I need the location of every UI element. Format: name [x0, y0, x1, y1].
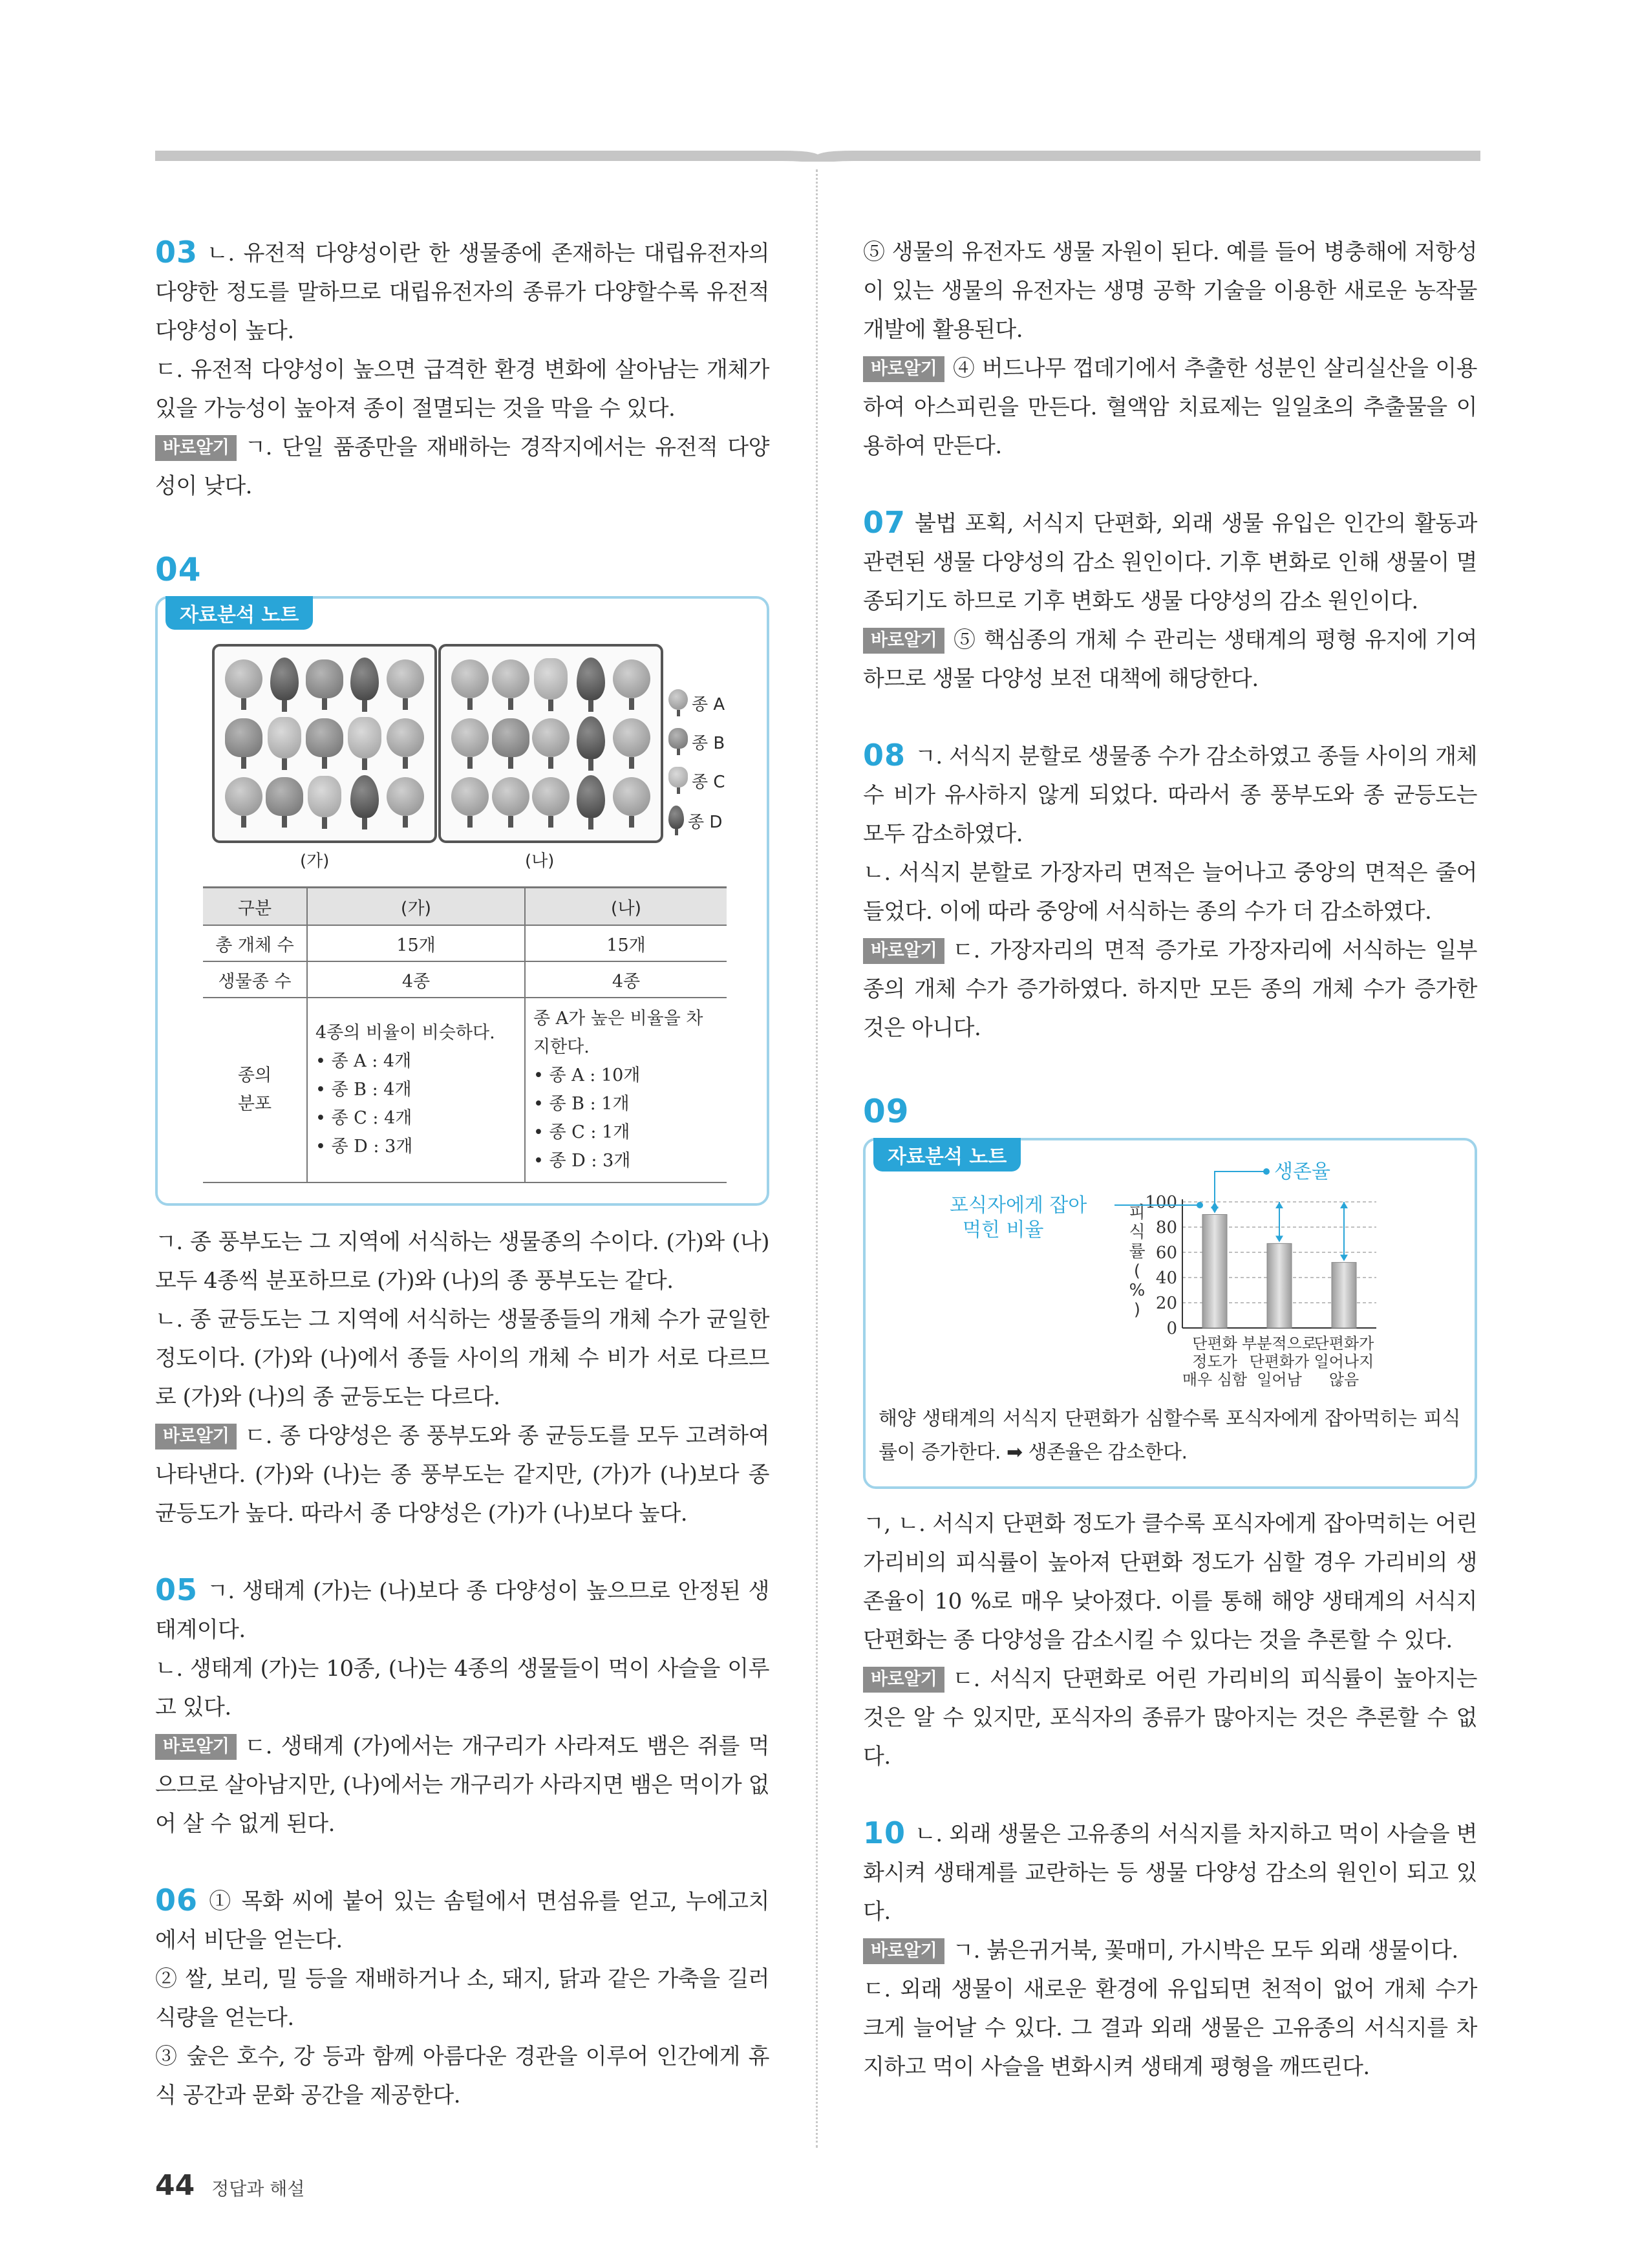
- answer-text: ㄴ. 종 균등도는 그 지역에 서식하는 생물종들의 개체 수가 균일한 정도이다. (가)와 (나)에서 종들 사이의 개체 수 비가 서로 다르므로 (가)와 (나)의 종 균등도는 다르다.: [155, 1307, 769, 1410]
- y-axis-label-char: ): [1133, 1300, 1141, 1320]
- ga-tree-species-a-icon: [225, 659, 262, 710]
- question-number: 09: [863, 1093, 910, 1130]
- x-tick-label: 단편화: [1192, 1334, 1237, 1353]
- x-tick-label: 정도가: [1192, 1353, 1237, 1371]
- answer-text: ㄷ. 서식지 단편화로 어린 가리비의 피식률이 높아지는 것은 알 수 있지만, 포식자의 종류가 많아지는 것은 추론할 수 없다.: [863, 1666, 1477, 1770]
- correction-tag: 바로알기: [863, 628, 944, 654]
- page-number: 44: [155, 2169, 195, 2202]
- y-axis-label-char: 피: [1129, 1203, 1146, 1223]
- y-axis-label: [1129, 1203, 1145, 1320]
- answer-text: 불법 포획, 서식지 단편화, 외래 생물 유입은 인간의 활동과 관련된 생물 다양성의 감소 원인이다. 기후 변화로 인해 생물이 멸종되기도 하므로 기후 변화도 생물 다양성의 감소 원인이다.: [863, 511, 1477, 614]
- column-divider: [816, 169, 818, 2148]
- correction-tag: 바로알기: [155, 1424, 237, 1450]
- right-column: [863, 233, 1477, 2086]
- panel-label-ga: (가): [300, 851, 330, 871]
- ga-tree-species-d-icon: [350, 658, 379, 712]
- table-cell: 종 A가 높은 비율을 차지한다. • 종 A : 10개 • 종 B : 1개 • 종 C : 1개 • 종 D : 3개: [525, 998, 727, 1182]
- survival-leader: [1215, 1171, 1266, 1202]
- answer-10: [863, 1813, 1477, 2086]
- ga-tree-species-a-icon: [387, 659, 424, 710]
- bar-annotation-dot: [1197, 1202, 1203, 1208]
- ga-tree-species-b-icon: [225, 718, 262, 769]
- panel-label-na: (나): [525, 851, 555, 871]
- bar-annotation-label: 먹힌 비율: [963, 1219, 1044, 1241]
- answer-text: ① 목화 씨에 붙어 있는 솜털에서 면섬유를 얻고, 누에고치에서 비단을 얻는다.: [155, 1888, 769, 1953]
- analysis-note-tag: 자료분석 노트: [873, 1138, 1021, 1171]
- question-number: 07: [863, 505, 906, 540]
- x-tick-label: 단편화가: [1314, 1334, 1374, 1353]
- analysis-note-box: [155, 596, 769, 1206]
- answer-text: ㄱ. 생태계 (가)는 (나)보다 종 다양성이 높으므로 안정된 생태계이다.: [155, 1578, 769, 1643]
- bar: [1202, 1215, 1227, 1329]
- correction-tag: 바로알기: [863, 356, 944, 382]
- y-tick-label: 80: [1155, 1218, 1177, 1237]
- answer-06-continued: [863, 233, 1477, 465]
- answer-text: ④ 버드나무 껍데기에서 추출한 성분인 살리실산을 이용하여 아스피린을 만든다. 혈액암 치료제는 일일초의 추출물을 이용하여 만든다.: [863, 356, 1477, 459]
- answer-05: [155, 1570, 769, 1843]
- na-tree-species-a-icon: [613, 777, 650, 828]
- answer-text: ㄴ. 유전적 다양성이란 한 생물종에 존재하는 대립유전자의 다양한 정도를 말하므로 대립유전자의 종류가 다양할수록 유전적 다양성이 높다.: [155, 241, 769, 344]
- survival-arrow-head: [1275, 1202, 1283, 1208]
- na-tree-species-a-icon: [613, 659, 650, 710]
- na-tree-species-d-icon: [577, 775, 605, 829]
- answer-03: [155, 233, 769, 506]
- table-cell: 종의 분포: [203, 998, 307, 1182]
- tree-grid-ga: [224, 656, 425, 831]
- top-rule: [155, 150, 1480, 162]
- answer-text: ⑤ 핵심종의 개체 수 관리는 생태계의 평형 유지에 기여하므로 생물 다양성 보전 대책에 해당한다.: [863, 627, 1477, 692]
- ga-tree-species-b-icon: [306, 718, 343, 769]
- answer-07: [863, 503, 1477, 698]
- answer-text: ㄷ. 유전적 다양성이 높으면 급격한 환경 변화에 살아남는 개체가 있을 가능성이 높아져 종이 절멸되는 것을 막을 수 있다.: [155, 357, 769, 422]
- section-label: 정답과 해설: [211, 2178, 305, 2199]
- answer-04: [155, 551, 769, 1533]
- bar: [1267, 1243, 1292, 1328]
- table-header: (가): [307, 888, 525, 926]
- ga-tree-species-c-icon: [308, 776, 341, 829]
- answer-text: ㄴ. 서식지 분할로 가장자리 면적은 늘어나고 중앙의 면적은 줄어들었다. 이에 따라 중앙에 서식하는 종의 수가 더 감소하였다.: [863, 860, 1477, 925]
- table-cell: 15개: [525, 925, 727, 961]
- x-tick-label: 부분적으로: [1242, 1334, 1317, 1353]
- x-tick-label: 일어나지: [1314, 1353, 1374, 1371]
- table-header: 구분: [203, 888, 307, 926]
- tree-grid-na: [450, 656, 652, 831]
- left-column: [155, 233, 769, 2115]
- answer-text: ㄷ. 가장자리의 면적 증가로 가장자리에 서식하는 일부 종의 개체 수가 증가하였다. 하지만 모든 종의 개체 수가 증가한 것은 아니다.: [863, 937, 1477, 1041]
- analysis-note-tag: 자료분석 노트: [165, 596, 313, 630]
- na-tree-species-a-icon: [451, 777, 489, 828]
- answer-text: ㄱ. 단일 품종만을 재배하는 경작지에서는 유전적 다양성이 낮다.: [155, 434, 769, 499]
- answer-text: ㄴ. 생태계 (가)는 10종, (나)는 4종의 생물들이 먹이 사슬을 이루고 있다.: [155, 1656, 769, 1720]
- table-cell: 15개: [307, 925, 525, 961]
- y-axis-label-char: (: [1133, 1261, 1141, 1281]
- answer-text: ㄱ, ㄴ. 서식지 단편화 정도가 클수록 포식자에게 잡아먹히는 어린 가리비의 피식률이 높아져 단편화 정도가 심할 경우 가리비의 생존율이 10 %로 매우 낮아졌다. 이를 통해 해양 생태계의 서식지 단편화는 종 다양성을 감소시킬 수 있다는 것을 추론할 수 있다.: [863, 1511, 1477, 1653]
- ga-tree-species-b-icon: [306, 659, 343, 710]
- x-tick-label: 단편화가: [1249, 1353, 1310, 1371]
- bar: [1332, 1263, 1356, 1328]
- y-axis-label-char: %: [1129, 1281, 1146, 1300]
- question-number: 10: [863, 1815, 906, 1850]
- table-cell: 4종의 비율이 비슷하다. • 종 A : 4개 • 종 B : 4개 • 종 C : 4개 • 종 D : 3개: [307, 998, 525, 1182]
- na-tree-species-b-icon: [492, 718, 529, 769]
- y-tick-label: 20: [1155, 1294, 1177, 1313]
- y-tick-label: 100: [1145, 1193, 1177, 1212]
- ga-tree-species-c-icon: [268, 717, 301, 770]
- na-tree-species-a-icon: [492, 659, 529, 710]
- x-tick-label: 매우 심함: [1182, 1371, 1248, 1389]
- answer-text: ㄱ. 붉은귀거북, 꽃매미, 가시박은 모두 외래 생물이다.: [952, 1938, 1458, 1963]
- chart-x-labels: [1182, 1334, 1374, 1389]
- ga-tree-species-b-icon: [266, 777, 303, 828]
- correction-tag: 바로알기: [155, 1734, 237, 1760]
- table-cell: 4종: [307, 961, 525, 998]
- ga-tree-species-d-icon: [270, 658, 299, 712]
- legend-species-b: 종 B: [668, 728, 725, 755]
- table-cell: 4종: [525, 961, 727, 998]
- answer-text: ㄴ. 외래 생물은 고유종의 서식지를 차지하고 먹이 사슬을 변화시켜 생태계를 교란하는 등 생물 다양성 감소의 원인이 되고 있다.: [863, 1821, 1477, 1925]
- answer-text: ㄷ. 외래 생물이 새로운 환경에 유입되면 천적이 없어 개체 수가 크게 늘어날 수 있다. 그 결과 외래 생물은 고유종의 서식지를 차지하고 먹이 사슬을 변화시켜 생태계 평형을 깨뜨린다.: [863, 1976, 1477, 2080]
- x-tick-label: 일어남: [1257, 1371, 1302, 1389]
- table-header: (나): [525, 888, 727, 926]
- answer-text: ㄷ. 종 다양성은 종 풍부도와 종 균등도를 모두 고려하여 나타낸다. (가)와 (나)는 종 풍부도는 같지만, (가)가 (나)보다 종 균등도가 높다. 따라서 종 다양성은 (가)가 (나)보다 높다.: [155, 1423, 769, 1526]
- correction-tag: 바로알기: [863, 1938, 944, 1964]
- correction-tag: 바로알기: [863, 1667, 944, 1693]
- y-axis-label-char: 식: [1129, 1223, 1146, 1242]
- na-tree-species-a-icon: [532, 718, 570, 769]
- tree-panel-ga: [212, 644, 437, 843]
- question-number: 04: [155, 551, 202, 588]
- legend-species-a: 종 A: [668, 689, 725, 716]
- question-number: 06: [155, 1883, 198, 1918]
- y-tick-label: 40: [1155, 1268, 1177, 1288]
- tree-panel-na: [438, 644, 663, 843]
- answer-08: [863, 736, 1477, 1047]
- y-axis-label-char: 률: [1129, 1242, 1146, 1261]
- answer-text: ㄱ. 종 풍부도는 그 지역에 서식하는 생물종의 수이다. (가)와 (나) 모두 4종씩 분포하므로 (가)와 (나)의 종 풍부도는 같다.: [155, 1229, 769, 1294]
- ga-tree-species-a-icon: [225, 777, 262, 828]
- chart-caption: 해양 생태계의 서식지 단편화가 심할수록 포식자에게 잡아먹히는 피식률이 증가한다. ➡ 생존율은 감소한다.: [879, 1407, 1460, 1464]
- survival-arrow-head: [1340, 1202, 1348, 1208]
- y-tick-label: 0: [1166, 1319, 1177, 1338]
- question-number: 05: [155, 1572, 198, 1607]
- answer-06: [155, 1881, 769, 2115]
- survival-leader-dot: [1263, 1168, 1270, 1175]
- na-tree-species-d-icon: [577, 658, 605, 712]
- na-tree-species-a-icon: [492, 777, 529, 828]
- ga-tree-species-d-icon: [350, 775, 379, 829]
- chart-ticks: [1129, 1193, 1177, 1338]
- survival-arrow-head: [1211, 1202, 1219, 1208]
- na-tree-species-a-icon: [451, 718, 489, 769]
- table-cell: 총 개체 수: [203, 925, 307, 961]
- correction-tag: 바로알기: [155, 435, 237, 461]
- ga-tree-species-c-icon: [348, 717, 381, 770]
- answer-text: ② 쌀, 보리, 밀 등을 재배하거나 소, 돼지, 닭과 같은 가축을 길러 식량을 얻는다.: [155, 1966, 769, 2031]
- answer-text: ㄱ. 서식지 분할로 생물종 수가 감소하였고 종들 사이의 개체 수 비가 유사하지 않게 되었다. 따라서 종 풍부도와 종 균등도는 모두 감소하였다.: [863, 744, 1477, 847]
- legend-species-d: 종 D: [668, 806, 722, 835]
- predation-rate-chart: [866, 1153, 1475, 1406]
- ga-tree-species-a-icon: [387, 718, 424, 769]
- answer-text: ㄷ. 생태계 (가)에서는 개구리가 사라져도 뱀은 쥐를 먹으므로 살아남지만, (나)에서는 개구리가 사라지면 뱀은 먹이가 없어 살 수 없게 된다.: [155, 1733, 769, 1837]
- na-tree-species-d-icon: [577, 716, 605, 771]
- na-tree-species-a-icon: [532, 777, 570, 828]
- x-tick-label: 않음: [1328, 1371, 1359, 1389]
- na-tree-species-a-icon: [613, 718, 650, 769]
- survival-arrow-head: [1275, 1236, 1283, 1242]
- distribution-table: [203, 886, 727, 1183]
- page-footer: [155, 2169, 304, 2202]
- answer-text: ⑤ 생물의 유전자도 생물 자원이 된다. 예를 들어 병충해에 저항성이 있는 생물의 유전자는 생명 공학 기술을 이용한 새로운 농작물 개발에 활용된다.: [863, 239, 1477, 343]
- legend-species-c: 종 C: [668, 767, 725, 794]
- survival-arrow-head: [1340, 1255, 1348, 1261]
- y-tick-label: 60: [1155, 1243, 1177, 1263]
- table-cell: 생물종 수: [203, 961, 307, 998]
- survival-label: 생존율: [1274, 1161, 1330, 1183]
- na-tree-species-c-icon: [534, 658, 568, 711]
- na-tree-species-a-icon: [451, 659, 489, 710]
- question-number: 03: [155, 235, 198, 270]
- bar-annotation-label: 포식자에게 잡아: [950, 1194, 1087, 1217]
- answer-text: ③ 숲은 호수, 강 등과 함께 아름다운 경관을 이루어 인간에게 휴식 공간과 문화 공간을 제공한다.: [155, 2044, 769, 2108]
- ga-tree-species-a-icon: [387, 777, 424, 828]
- correction-tag: 바로알기: [863, 938, 944, 964]
- analysis-note-box: [863, 1138, 1477, 1489]
- answer-09: [863, 1093, 1477, 1776]
- question-number: 08: [863, 738, 906, 773]
